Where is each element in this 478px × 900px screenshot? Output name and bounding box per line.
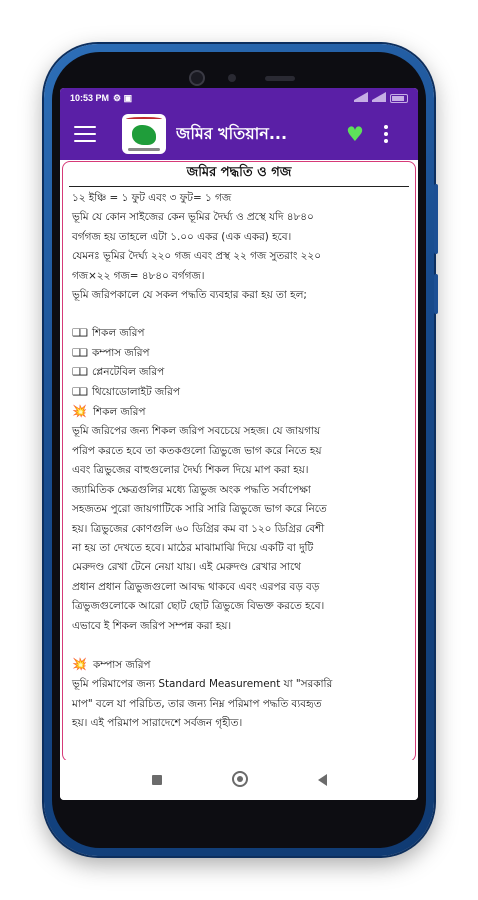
list-item-label: থিয়োডোলাইট জরিপ: [91, 385, 180, 398]
checkbox-icon: ❑❑: [72, 367, 86, 379]
checkbox-icon: ❑❑: [72, 386, 86, 398]
article-body: [63, 187, 415, 734]
subheading: [72, 402, 407, 422]
text-line: গজ×২২ গজ= ৪৮৪০ বর্গগজ।: [72, 269, 205, 282]
text-line: এবং ত্রিভুজের বাহুগুলোর দৈর্ঘ্য শিকল দিয়ে মাপ করা হয়।: [72, 464, 309, 477]
burst-icon: 💥: [72, 656, 87, 671]
list-item: [72, 383, 407, 402]
status-indicators: ⚙ ▣: [113, 92, 133, 103]
text-line: এভাবে ই শিকল জরিপ সম্পন্ন করা হয়।: [72, 619, 232, 632]
app-bar: [60, 108, 418, 160]
checkbox-icon: ❑❑: [72, 347, 86, 359]
content-area[interactable]: [60, 160, 418, 760]
home-button[interactable]: [232, 771, 248, 787]
menu-icon[interactable]: [74, 126, 96, 142]
checkbox-icon: ❑❑: [72, 328, 86, 340]
subheading: [72, 655, 407, 675]
list-item: [72, 363, 407, 382]
text-line: বর্গগজ হয় তাহলে এটা ১.০০ একর (এক একর) হবে।: [72, 230, 292, 243]
app-title: জমির খতিয়ান...: [176, 123, 288, 143]
more-vertical-icon[interactable]: [384, 125, 388, 143]
status-bar: [60, 88, 418, 108]
system-nav-bar: [60, 760, 418, 800]
text-line: ত্রিভুজগুলোকে আরো ছোট ছোট ত্রিভুজে বিভক্ত করতে হবে।: [72, 600, 325, 613]
signal-icon-2: [372, 94, 386, 102]
front-camera: [189, 70, 205, 86]
text-line: সহজতম পুরো জায়গাটিকে সারি সারি ত্রিভুজে ভাগ করে নিতে: [72, 503, 327, 516]
list-item: [72, 344, 407, 363]
article-card: [62, 161, 416, 762]
recents-button[interactable]: [152, 775, 162, 785]
text-line: প্রধান প্রধান ত্রিভুজগুলো আবদ্ধ থাকবে এবং এরপর বড় বড়: [72, 580, 320, 593]
subheading-text: শিকল জরিপ: [92, 406, 146, 419]
heart-icon[interactable]: ♥: [346, 122, 364, 146]
proximity-sensor: [228, 74, 236, 82]
list-item-label: কম্পাস জরিপ: [91, 346, 150, 359]
text-line: ভূমি যে কোন সাইজের কেন ভূমির দৈর্ঘ্য ও প্রস্থে যদি ৪৮৪০: [72, 211, 314, 224]
subheading-text: কম্পাস জরিপ: [92, 658, 151, 671]
text-line: না হয় তা দেখতে হবে। মাঠের মাঝামাঝি দিয়ে একটি বা দুটি: [72, 541, 314, 554]
text-line: ভূমি জরিপকালে যে সকল পদ্ধতি ব্যবহার করা হয় তা হল;: [72, 289, 307, 302]
signal-icon: [354, 94, 368, 102]
text-line: মাপ" বলে যা পরিচিত, তার জন্য নিম্ন পরিমাপ পদ্ধতি ব্যবহৃত: [72, 697, 322, 710]
earpiece-speaker: [265, 76, 295, 81]
text-line: ভূমি জরিপের জন্য শিকল জরিপ সবচেয়ে সহজ। যে জায়গায়: [72, 425, 321, 438]
list-item-label: প্লেনটেবিল জরিপ: [91, 366, 165, 379]
text-line: জ্যামিতিক ক্ষেত্রগুলির মধ্যে ত্রিভুজ অংক পদ্ধতি সর্বাপেক্ষা: [72, 483, 311, 496]
section-title: জমির পদ্ধতি ও গজ: [69, 162, 409, 187]
device-screen: [60, 88, 418, 800]
battery-icon: [390, 94, 408, 103]
text-line: হয়। এই পরিমাপ সারাদেশে সর্বজন গৃহীত।: [72, 717, 243, 730]
app-logo: [122, 114, 166, 154]
text-line: হয়। ত্রিভুজের কোণগুলি ৬০ ডিগ্রির কম বা ১২০ ডিগ্রির বেশী: [72, 522, 325, 535]
text-line: ১২ ইঞ্চি = ১ ফুট এবং ৩ ফুট= ১ গজ: [72, 192, 232, 204]
text-line: পরিপ করতে হবে তা কতকগুলো ত্রিভুজে ভাগ করে নিতে হয়: [72, 444, 322, 457]
text-line: ভূমি পরিমাপের জন্য Standard Measurement যা "সরকারি: [72, 678, 333, 691]
text-line: মেরুদণ্ড রেখা টেনে নেয়া যায়। এই মেরুদণ্ড রেখার সাথে: [72, 561, 301, 574]
text-line: যেমনঃ ভূমির দৈর্ঘ্য ২২০ গজ এবং প্রস্থ ২২ গজ সুতরাং ২২০: [72, 250, 321, 263]
status-time: 10:53 PM: [70, 93, 110, 103]
volume-button: [434, 184, 438, 254]
list-item-label: শিকল জরিপ: [91, 327, 145, 340]
burst-icon: 💥: [72, 404, 87, 419]
power-button: [434, 274, 438, 314]
list-item: [72, 324, 407, 343]
back-button[interactable]: [318, 774, 327, 786]
